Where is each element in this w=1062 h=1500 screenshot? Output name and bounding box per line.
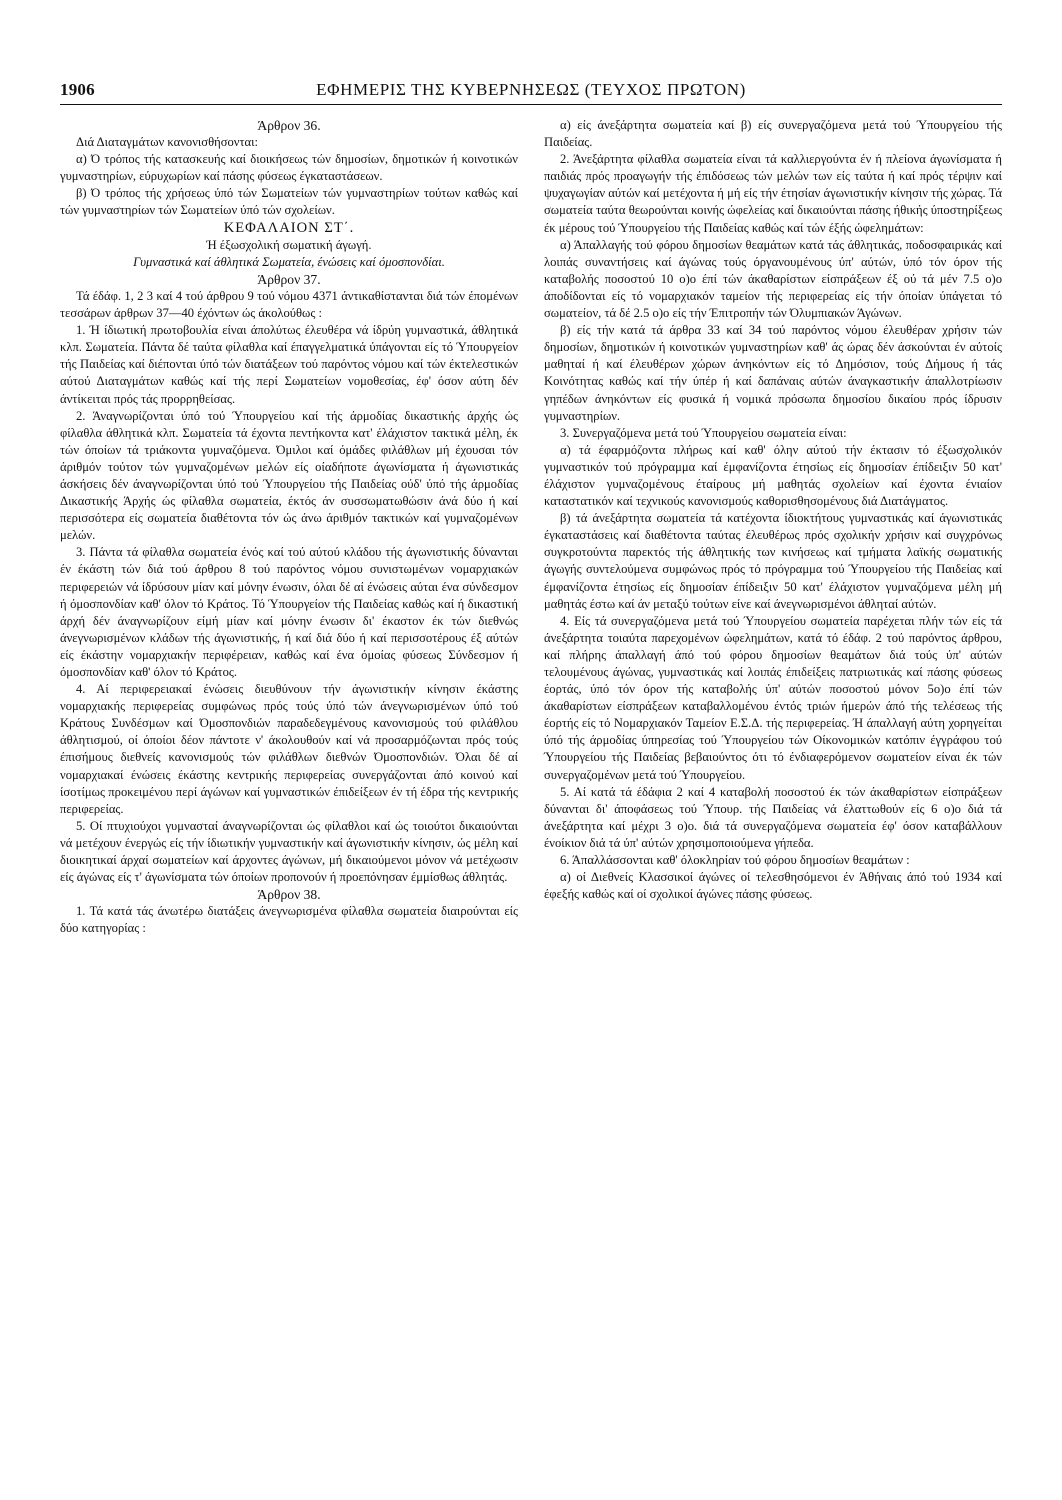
article-37-heading: Άρθρον 37. — [257, 271, 321, 287]
article-36-item-b: β) Ό τρόπος τής χρήσεως ύπό τών Σωματείων τών γυμναστηρίων τούτων καθώς καί τών γυμναστηρίων τών Σωματείων ύπό τών σχολείων. — [60, 186, 518, 218]
article-36-heading: Άρθρον 36. — [257, 118, 321, 133]
gazette-title: ΕΦΗΜΕΡΙΣ ΤΗΣ ΚΥΒΕΡΝΗΣΕΩΣ (ΤΕΥΧΟΣ ΠΡΩΤΟΝ) — [316, 80, 746, 99]
page-header — [60, 80, 1002, 105]
article-38-para-2b: β) είς τήν κατά τά άρθρα 33 καί 34 τού παρόντος νόμου έλευθέραν χρήσιν τών δημοσίων, δημοτικών ή κοινοτικών γυμναστηρίων καθ' άς ώρας δέν άσκούνται έν αύτοίς μαθηταί ή καί έλευθέρων χώρων άνηκόντων είς τό Δημόσιον, τούς Δήμους ή τάς Κοινότητας καθώς καί τήν ύπέρ ή καί δαπάναις αύτών άναγκαστικήν άπαλλοτρίωσιν γηπέδων άνηκόντων είς φυσικά ή νομικά πρόσωπα δημοσίου δικαίου πρός ίδρυσιν γυμναστηρίων. — [544, 323, 1002, 423]
article-37-para-3: 3. Πάντα τά φίλαθλα σωματεία ένός καί τού αύτού κλάδου τής άγωνιστικής δύνανται έν έκάστη τών διά τού άρθρου 8 τού παρόντος νόμου συνιστωμένων νομαρχιακών περιφερειών νά ίδρύσουν μίαν καί μόνην ένωσιν, όλαι δέ αί ένώσεις αύται ένα σύνδεσμον ή όμοσπονδίαν καθ' όλον τό Κράτος. Τό Ύπουργείον τής Παιδείας καθώς καί ή δικαστική άρχή δέν άναγνωρίζουν είμή μίαν καί μόνην ένωσιν δι' έκαστον έκ τών διεθνώς άνεγνωρισμένων κλάδων τής άγωνιστικής, ή καί διά δύο ή καί περισσοτέρους έξ αύτών είς έκάστην νομαρχιακήν περιφέρειαν, καθώς καί ένα όμοίας φύσεως Σύνδεσμον ή όμοσπονδίαν καθ' όλον τό Κράτος. — [60, 545, 518, 679]
article-37-para-4: 4. Αί περιφερειακαί ένώσεις διευθύνουν τήν άγωνιστικήν κίνησιν έκάστης νομαρχιακής περιφερείας συμφώνως πρός τούς ύπό τών άνεγνωρισμένων ύπό τού Κράτους Συνδέσμων καί Όμοσπονδιών παραδεδεγμένους κανονισμούς τού φιλάθλου άθλητισμού, οί όποίοι δέον πάντοτε ν' άκολουθούν καί νά προσαρμόζωνται πρός τούς έπισήμους διεθνείς κανονισμούς τών φιλάθλων διεθνών Όμοσπονδιών. Όλαι δέ αί νομαρχιακαί ένώσεις έκάστης κεντρικής περιφερείας συνεργάζονται άπό κοινού καί ίσοτίμως προκειμένου περί άγώνων καί γυμναστικών έπιδείξεων έν τή έδρα τής κεντρικής περιφερείας. — [60, 682, 518, 816]
left-column — [60, 117, 518, 938]
article-38-para-3a: α) τά έφαρμόζοντα πλήρως καί καθ' όλην αύτού τήν έκτασιν τό έξωσχολικόν γυμναστικόν τού πρόγραμμα καί έμφανίζοντα έτησίως είς δημοσίαν έπίδειξιν 50 κατ' έλάχιστον γυμναζομένους έταίρους μή μαθητάς σχολείων καί έχοντα ένιαίον καταστατικόν καί τεχνικούς κανονισμούς καθορισθησομένους διά Διατάγματος. — [544, 442, 1002, 509]
chapter-title: ΚΕΦΑΛΑΙΟΝ ΣΤ΄. — [223, 219, 355, 236]
chapter-subtitle: Ή έξωσχολική σωματική άγωγή. — [206, 237, 372, 252]
article-37-intro: Τά έδάφ. 1, 2 3 καί 4 τού άρθρου 9 τού νόμου 4371 άντικαθίστανται διά τών έπομένων τεσσάρων άρθρων 37—40 έχόντων ώς άκολούθως : — [60, 288, 518, 321]
article-38-para-2: 2. Άνεξάρτητα φίλαθλα σωματεία είναι τά καλλιεργούντα έν ή πλείονα άγωνίσματα ή παιδιάς πρός προαγωγήν τής έπιδόσεως τών μελών των είς ταύτα ή καί πρός τέρψιν καί ψυχαγωγίαν αύτών καί μετέχοντα ή μή είς τήν έτησίαν άγωνιστικήν κίνησιν τής χώρας. Τά σωματεία ταύτα θεωρούνται κοινής ώφελείας καί δικαιούνται πάσης ήθικής ύποστηρίξεως έκ μέρους τού Ύπουργείου τής Παιδείας καθώς καί τών έξής ώφελημάτων: — [544, 152, 1002, 235]
article-38-para-5: 5. Αί κατά τά έδάφια 2 καί 4 καταβολή ποσοστού έκ τών άκαθαρίστων είσπράξεων δύνανται δι' άποφάσεως τού Ύπουρ. τής Παιδείας νά έλαττωθούν είς 6 ο)ο διά τά άνεξάρτητα καί μέχρι 3 ο)ο. διά τά συνεργαζόμενα σωματεία έφ' όσον καταβάλλουν ένοίκιον διά τά ύπ' αύτών χρησιμοποιούμενα γήπεδα. — [544, 784, 1002, 850]
article-36-item-a: α) Ό τρόπος τής κατασκευής καί διοικήσεως τών δημοσίων, δημοτικών ή κοινοτικών γυμναστηρίων, εύρυχωρίων καί πάσης φύσεως έγκαταστάσεων. — [60, 152, 518, 184]
article-36-intro: Διά Διαταγμάτων κανονισθήσονται: — [76, 135, 259, 150]
article-37-para-2: 2. Άναγνωρίζονται ύπό τού Ύπουργείου καί τής άρμοδίας δικαστικής άρχής ώς φίλαθλα άθλητικά κλπ. Σωματεία τά έχοντα πεντήκοντα κατ' έλάχιστον τακτικά μέλη, έκ τών όποίων τά τριάκοντα γυμναζόμενα. Όμιλοι καί όμάδες φιλάθλων μή έχουσαι τόν άριθμόν τούτον τών γυμναζομένων μελών είς οίαδήποτε άγωνίσματα ή άγωνιστικάς άσκήσεις δέν άναγνωρίζονται ύπό τού Ύπουργείου τής Παιδείας ούδ' ύπό τής άρμοδίας Δικαστικής Άρχής ώς φίλαθλα σωματεία, έκτός άν συσσωματωθώσιν άνά δύο ή καί περισσότερα είς σωματεία διαθέτοντα τόν ώς άνω άριθμόν τακτικών καί γυμναζομένων μελών. — [60, 408, 518, 543]
article-38-para-2a: α) Άπαλλαγής τού φόρου δημοσίων θεαμάτων κατά τάς άθλητικάς, ποδοσφαιρικάς καί λοιπάς συναντήσεις καί άγώνας τούς όργανουμένους ύπ' αύτών, ύπό τόν όρον τής καταβολής ποσοστού 10 ο)ο έπί τών άκαθαρίστων είσπράξεων έξ ού τά μέν 7.5 ο)ο άποδίδονται είς τό νομαρχιακόν ταμείον τής περιφερείας είς τήν όποίαν ύπάγεται τό σωματείον, τά δέ 2.5 ο)ο είς τήν Έπιτροπήν τών Όλυμπιακών Άγώνων. — [544, 237, 1002, 321]
article-38-para-6a: α) οί Διεθνείς Κλασσικοί άγώνες οί τελεσθησόμενοι έν Άθήναις άπό τού 1934 καί έφεξής καθώς καί οί σχολικοί άγώνες πάσης φύσεως. — [544, 870, 1002, 902]
chapter-subtitle-2: Γυμναστικά καί άθλητικά Σωματεία, ένώσεις καί όμοσπονδίαι. — [133, 254, 445, 269]
article-38-para-3: 3. Συνεργαζόμενα μετά τού Ύπουργείου σωματεία είναι: — [560, 425, 847, 440]
article-37-para-5: 5. Οί πτυχιούχοι γυμνασταί άναγνωρίζονται ώς φίλαθλοι καί ώς τοιούτοι δικαιούνται νά μετέχουν ένεργώς είς τήν ίδιωτικήν γυμναστικήν καί άγωνιστικήν κίνησιν, ώς μέλη καί διοικητικαί άρχαί σωματείων καί άρχοντες άγώνων, μή δικαιούμενοι μόνον νά μετέχωσιν είς άγώνας είς τ' άγωνίσματα τών όποίων προπονούν ή προεπόνησαν έμμίσθως άθλητάς. — [60, 818, 518, 885]
article-38-heading: Άρθρον 38. — [257, 887, 321, 903]
article-38-para-3b: β) τά άνεξάρτητα σωματεία τά κατέχοντα ίδιοκτήτους γυμναστικάς καί άγωνιστικάς έγκαταστάσεις καί διαθέτοντα ταύτας έλευθέρως πρός σχολικήν χρήσιν καί συγχρόνως συγκροτούντα παρεκτός τής άθλητικής των κινήσεως καί τμήματα λαϊκής σωματικής άγωγής συντελούμενα συμφώνως πρός τό πρόγραμμα τού Ύπουργείου τής Παιδείας καί έμφανίζοντα έτησίως είς δημοσίαν έπίδειξιν 50 κατ' έλάχιστον γυμναζόμενα μέλη μή μαθητάς έστω καί άν μεταξύ τούτων είνε καί άνεγνωρισμένοι άθληταί αύτών. — [544, 511, 1002, 611]
article-38-categories: α) είς άνεξάρτητα σωματεία καί β) είς συνεργαζόμενα μετά τού Ύπουργείου τής Παιδείας. — [544, 118, 1002, 150]
article-38-para-1: 1. Τά κατά τάς άνωτέρω διατάξεις άνεγνωρισμένα φίλαθλα σωματεία διαιρούνται είς δύο κατηγορίας : — [60, 904, 518, 936]
page-number: 1906 — [60, 80, 95, 99]
article-37-para-1: 1. Ή ίδιωτική πρωτοβουλία είναι άπολύτως έλευθέρα νά ίδρύη γυμναστικά, άθλητικά κλπ. Σωματεία. Πάντα δέ ταύτα φίλαθλα καί έπαγγελματικά ύπάγονται είς τό Ύπουργείον τής Παιδείας καί διέπονται ύπό τών διατάξεων τού παρόντος νόμου καί τών έκτελεστικών αύτού Διαταγμάτων καθώς καί τής περί Σωματείων νομοθεσίας, έφ' όσον αύτη δέν άντίκειται πρός τάς προρρηθείσας. — [60, 323, 518, 406]
article-38-para-4: 4. Είς τά συνεργαζόμενα μετά τού Ύπουργείου σωματεία παρέχεται πλήν τών είς τά άνεξάρτητα τοιαύτα παρεχομένων ώφελημάτων, κατά τό έδάφ. 2 τού παρόντος άρθρου, καί πλήρης άπαλλαγή άπό τού φόρου δημοσίων θεαμάτων διά τούς ύπ' αύτών τελουμένους άγώνας, γυμναστικάς καί λοιπάς έπιδείξεις πατριωτικάς καί πάσης φύσεως έορτάς, ύπό τόν όρον τής καταβολής ύπ' αύτών ποσοστού μόνον 5ο)ο έπί τών άκαθαρίστων είσπράξεων καταβαλλομένου έντός τριών ήμερών άπό τής τελέσεως τής έορτής είς τό Νομαρχιακόν Ταμείον Ε.Σ.Δ. τής περιφερείας. Ή άπαλλαγή αύτη χορηγείται ύπό τής άρμοδίας ύπηρεσίας τού Ύπουργείου τών Οίκονομικών κατόπιν έγγράφου τού Ύπουργείου τής Παιδείας βεβαιούντος ότι τό ένδιαφερόμενον σωματείον είναι έκ τών συνεργαζομένων μετά τού Ύπουργείου. — [544, 613, 1002, 782]
right-column — [544, 117, 1002, 938]
article-38-para-6: 6. Άπαλλάσσονται καθ' όλοκληρίαν τού φόρου δημοσίων θεαμάτων : — [560, 853, 910, 868]
